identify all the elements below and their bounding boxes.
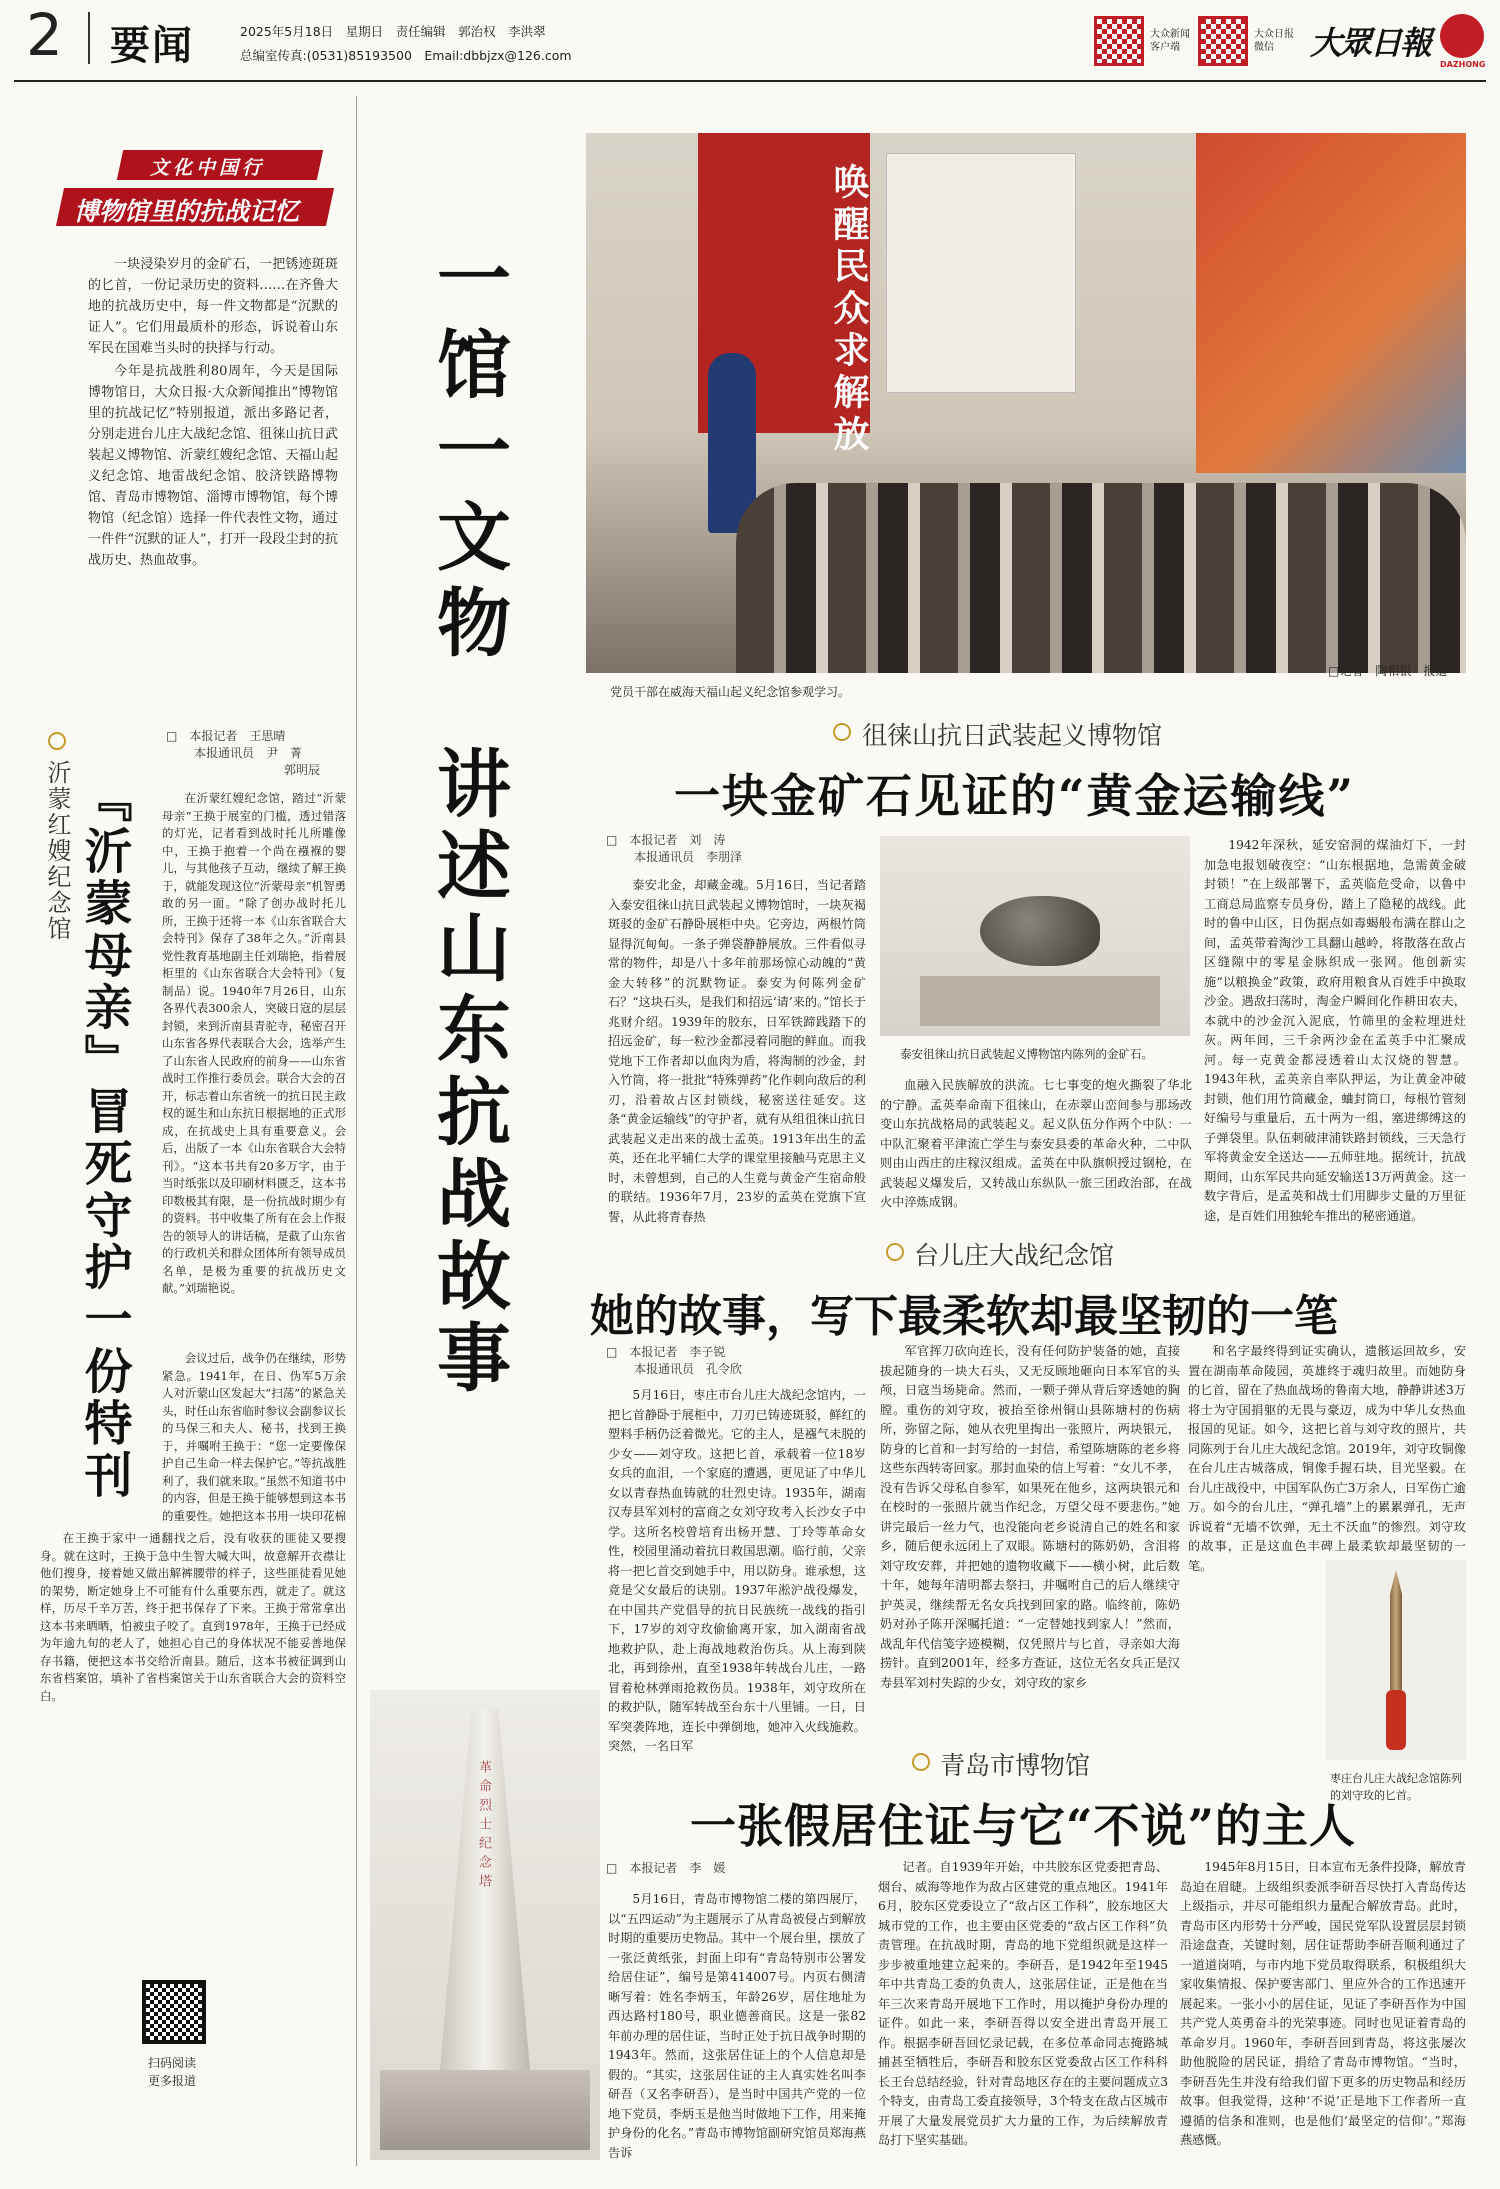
culai-photo-caption: 泰安徂徕山抗日武装起义博物馆内陈列的金矿石。 (900, 1047, 1153, 1061)
lead-intro (88, 254, 338, 573)
footer-qr-code[interactable] (142, 1980, 206, 2044)
yimeng-headline: 『沂蒙母亲』冒死守护一份特刊 (76, 774, 132, 1502)
visitors-crowd (736, 483, 1466, 673)
culai-col2: 血融入民族解放的洪流。七七事变的炮火撕裂了华北的宁静。孟英奉命南下徂徕山，在赤翠山峦间参与那场改变山东抗战格局的武装起义。起义队伍分作两个中队：一中队汇聚着平津流亡学生与泰安县委的革命火种，二中队则由山西庄的庄稼汉组成。孟英在中队旗帜授过钢枪，在武装起义爆发后，又转战山东纵队一旅三团政治部，在战火中淬炼成钢。 (880, 1078, 1192, 1209)
qr-label-wechat: 大众日报 微信 (1254, 29, 1294, 53)
exhibit-map (1196, 133, 1466, 473)
dagger-photo-caption: 枣庄台儿庄大战纪念馆陈列的刘守玫的匕首。 (1330, 1772, 1462, 1802)
yimeng-body-2: 会议过后，战争仍在继续，形势紧急。1941年，在日、伪军5万余人对沂蒙山区发起大“扫荡”的紧急关头，时任山东省临时参议会副参议长的马保三和夫人、秘书，找到王换于，并嘱咐王换于：“您一定要像保护自己生命一样去保护它。”等抗战胜利了，我们就来取。”虽然不知道书中的内容，但是王换于能够想到这本书的重要性。她把这本书用一块印花棉 (162, 1351, 346, 1523)
footer-qr-line2: 更多报道 (148, 2074, 197, 2088)
taierzhuang-byline-1: □ 本报记者 李子锐 (606, 1345, 726, 1359)
yimeng-byline-2: 本报通讯员 尹 菁 (194, 746, 303, 760)
exhibit-text-panel (886, 153, 1076, 393)
display-plinth (920, 976, 1160, 1026)
culai-byline (606, 832, 866, 866)
culai-museum-icon (833, 723, 851, 741)
qingdao-col2: 记者。自1939年开始，中共胶东区党委把青岛、烟台、威海等地作为敌占区建党的重点地区。1941年6月，胶东区党委设立了“敌占区工作科”，胶东地区大城市党的工作，也主要由区党委的“敌占区工作科”负责管理。在抗战时期，青岛的地下党组织就是这样一步步被重地建立起来的。李研吾，是1942年至1945年中共青岛工委的负责人，这张居住证，正是他在当年三次来青岛开展地下工作时，用以掩护身份办理的证件。如此一来，李研吾得以安全进出青岛开展工作。根据李研吾回忆录记载，在多位革命同志掩路城捕甚至牺牲后，李研吾和胶东区党委敌占区工作科科长王台总结经验，针对青岛地区存在的主要问题成立3个特支，由青岛工委直接领导，3个特支在敌占区城市开展了大量发展党员扩大力量的工作，为后续解放青岛打下坚实基础。 (878, 1860, 1168, 2147)
monument-base (380, 2070, 590, 2150)
monument-photo (370, 1690, 600, 2160)
yimeng-body-1: 在沂蒙红嫂纪念馆，踏过“沂蒙母亲”王换于展室的门槛，透过错落的灯光，记者看到战时托儿所雕像中，王换于抱着一个尚在襁褓的婴儿，与其他孩子互动，继续了解王换于，就能发现这位“沂蒙母亲”机智勇敢的另一面。“除了创办战时托儿所，王换于还将一本《山东省联合大会特刊》保存了38年之久。”沂南县党性教育基地副主任刘瑞艳，指着展柜里的《山东省联合大会特刊》（复制品）说。1940年7月26日，山东各界代表300余人，突破日寇的层层封锁，来到沂南县青驼寺，秘密召开山东省各界代表联合大会，选举产生了山东省人民政府的前身——山东省战时工作推行委员会。联合大会的召开，标志着山东省统一的抗日民主政权的诞生和山东抗日根据地的正式形成，在抗战史上具有重要意义。会后，出版了一本《山东省联合大会特刊》。“这本书共有20多万字，由于当时纸张以及印刷材料匮乏，这本书印数极其有限，是一份抗战时期少有的资料。书中收集了所有在会上作报告的领导人的讲话稿，是截了山东省的行政机关和群众团体所有领导成员名单，是极为重要的抗战历史文献。”刘瑞艳说。 (162, 791, 346, 1295)
taierzhuang-museum-icon (886, 1243, 904, 1261)
page-number: 2 (26, 1, 63, 69)
monument-inscription: 革命烈士纪念塔 (476, 1760, 491, 1893)
dagger-handle (1386, 1690, 1406, 1750)
qingdao-byline-1: □ 本报记者 李 媛 (606, 1861, 726, 1875)
qr-code-wechat[interactable] (1198, 16, 1248, 66)
yimeng-byline-1: □ 本报记者 王思晴 (166, 729, 286, 743)
taierzhuang-col2: 军官挥刀砍向连长，没有任何防护装备的她，直接拔起随身的一块大石头，又无反顾地砸向日本军官的头颅，日寇当场毙命。然而，一颗子弹从背后穿透她的胸膛。重伤的刘守玫，被抬至徐州铜山县陈塘村的伤病所，弥留之际，她从衣兜里掏出一张照片，两块银元，防身的匕首和一封写给的一封信，希望陈塘陈的老乡将这些东西转寄回家。那封血染的信上写着：“女儿不孝，没有告诉父母私自参军，如果死在他乡，这两块银元和在校时的一张照片就当作纪念，万望父母不要悲伤。”她讲完最后一丝力气，也没能向老乡说清自己的姓名和家乡，随后便永远闭上了双眼。陈塘村的陈奶奶，含泪将刘守玫安葬，并把她的遗物收藏下——横小树，此后数十年，她每年清明都去祭扫，并嘱咐自己的后人继续守护英灵，继续帮无名女兵找到回家的路。临终前，陈奶奶对孙子陈开深嘱托道：“一定替她找到家人！”然而，战乱年代信笺字迹模糊，仅凭照片与匕首，寻亲如大海捞针。直到2001年，经多方查证，这位无名女兵正是汉寿县军刘村失踪的少女，刘守玫的家乡 (880, 1344, 1180, 1690)
qingdao-col3: 1945年8月15日，日本宣布无条件投降，解放青岛迫在眉睫。上级组织委派李研吾尽快打入青岛传达上级指示，并尽可能组织力量配合解放青岛。此时，青岛市区内形势十分严峻，国民党军队设置层层封锁沿途盘查，关键时刻，居住证帮助李研吾顺利通过了一道道岗哨，与市内地下党员取得联系，积极组织大家收集情报、保护要害部门、里应外合的工作迅速开展起来。一张小小的居住证，见证了李研吾作为中国共产党人英勇奋斗的光荣事迹。同时也见证着青岛的革命岁月。1960年，李研吾回到青岛，将这张屡次助他脱险的居民证，捐给了青岛市博物馆。“当时，李研吾先生并没有给我们留下更多的历史物品和经历故事。但我觉得，这种‘不说’正是地下工作者所一直遵循的信条和准则，也是他们‘最坚定的信仰’。”郑海燕感慨。 (1180, 1860, 1466, 2147)
taierzhuang-byline (606, 1344, 866, 1378)
banner-title: 博物馆里的抗战记忆 (74, 197, 300, 226)
yimeng-body-3: 在王换于家中一通翻找之后，没有收获的匪徒又要搜身。就在这时，王换于急中生智大喊大叫，故意解开衣襟让他们搜身，接着她又做出解裤腰带的样子，这些匪徒看见她的架势，断定她身上不可能有什么重要东西，就走了。就这样，历尽千辛万苦，终于把书保存了下来。王换于常常拿出这本书来晒晒，怕被虫子咬了。直到1978年，王换于已经成为年逾九旬的老人了，她担心自己的身体状况不能妥善地保存书籍，便把这本书交给沂南县。随后，这本书被征调到山东省档案馆，填补了省档案馆关于山东省联合大会的资料空白。 (40, 1531, 346, 1703)
culai-col3: 1942年深秋，延安窑洞的煤油灯下，一封加急电报划破夜空：“山东根据地，急需黄金破封锁！”在上级部署下，孟英临危受命，以鲁中工商总局监察专员身份，踏上了隐秘的战线。此时的鲁中山区，日伪据点如毒蝎般布满在群山之间，孟英带着淘沙工具翻山越岭，将散落在敌占区缝隙中的零星金脉织成一张网。他创新实施“以粮换金”政策，政府用粮食从百姓手中换取沙金。遇敌扫荡时，淘金户瞬间化作耕田农夫，本就中的沙金沉入泥底，竹筛里的金粒埋进灶灰。两年间，三千余两沙金在孟英手中汇聚成河。每一克黄金都浸透着山太汉烧的智慧。1943年秋，孟英亲自率队押运，为让黄金冲破封锁，他们用竹筒藏金，蛐封筒口，每根竹管刻好编号与重量后，五十两为一组，塞进绑缚这的子弹袋里。队伍刺破津浦铁路封锁线，三天急行军将黄金安全送达——五师驻地。据统计，抗战期间，山东军民共向延安输送13万两黄金。这一数字背后，是孟英和战士们用脚步丈量的万里征途，是百姓们用独轮车推出的秘密通道。 (1204, 838, 1466, 1223)
dagger-blade (1390, 1570, 1402, 1690)
main-photo-credit: □记者 陶相银 报道 (1328, 664, 1448, 678)
masthead-divider (88, 12, 90, 64)
taierzhuang-col1: 5月16日，枣庄市台儿庄大战纪念馆内，一把匕首静卧于展柜中，刀刃已铸迹斑驳，鲜红的塑料手柄仍泛着微光。它的主人，是襁气未脱的少女——刘守玫。这把匕首，承载着一位18岁女兵的血泪，一个家庭的遭遇，更见证了中华儿女以青春热血铸就的壮烈史诗。1935年，湖南汉寿县军刘村的富商之女刘守玫考入长沙女子中学。这所名校曾培育出杨开慧、丁玲等革命女性，校园里涌动着抗日救国思潮。临行前，父亲将一把匕首交到她手中，用以防身。谁承想，这竟是父女最后的诀别。1937年淞沪战役爆发，在中国共产党倡导的抗日民族统一战线的指引下，17岁的刘守玫偷偷离开家，加入湖南省战地救护队，赴上海战地救治伤兵。从上海到陕北，再到徐州，直至1938年转战台儿庄，一路冒着枪林弹雨抢救伤员。1938年，刘守玫所在的救护队，随军转战至台东十八里铺。一日，日军突袭阵地，连长中弹倒地，她冲入火线施救。突然，一名日军 (608, 1388, 866, 1753)
yimeng-museum-label: 沂蒙红嫂纪念馆 (43, 760, 71, 942)
qr-label-client: 大众新闻 客户端 (1150, 29, 1190, 53)
culai-museum-label: 徂徕山抗日武装起义博物馆 (862, 721, 1163, 750)
culai-photo (880, 836, 1190, 1036)
masthead (0, 0, 1500, 78)
big-title-line2: 讲述山东抗战故事 (425, 745, 511, 1401)
culai-byline-2: 本报通讯员 李朋泽 (634, 850, 743, 864)
column-divider (356, 96, 357, 2166)
culai-headline: 一块金矿石见证的“黄金运输线” (674, 769, 1355, 823)
main-photo-caption: 党员干部在威海天福山起义纪念馆参观学习。 (610, 685, 851, 699)
footer-qr-line1: 扫码阅读 (148, 2056, 197, 2070)
taierzhuang-col3: 和名字最终得到证实确认，遗骸运回故乡，安置在湖南革命陵园，英雄终于魂归故里。而她防身的匕首，留在了热血战场的鲁南大地，静静讲述3万将士为守国捐躯的无畏与豪迈，成为中华儿女热血报国的见证。如今，这把匕首与刘守玫的照片，共同陈列于台儿庄大战纪念馆。2019年，刘守玫铜像在台儿庄古城落成，铜像手握石块，目光坚毅。在台儿庄战役中，中国军队伤亡3万余人，日军伤亡逾万。如今的台儿庄，“弹孔墙”上的累累弹孔，无声诉说着“无墙不饮弹，无土不沃血”的惨烈。刘守玫的故事，正是这血色丰碑上最柔软却最坚韧的一笔。 (1188, 1344, 1466, 1573)
red-wall-text: 唤醒民众求解放 (828, 163, 870, 457)
masthead-rule (14, 80, 1486, 82)
taierzhuang-museum-label: 台儿庄大战纪念馆 (914, 1241, 1115, 1270)
column-banner (60, 150, 340, 230)
culai-byline-1: □ 本报记者 刘 涛 (606, 833, 726, 847)
newspaper-logo: 大眾日報 (1310, 24, 1431, 62)
qingdao-col1: 5月16日，青岛市博物馆二楼的第四展厅，以“五四运动”为主题展示了从青岛被侵占到解放时期的重要历史物品。其中一个展台里，摆放了一张泛黄纸张，封面上印有“青岛特别市公署发给居住证”，编号是第414007号。内页右侧清晰写着：姓名李炳玉，年龄26岁，居住地址为西达路村180号，职业德善商民。这是一张82年前办理的居住证，当时正处于抗日战争时期的1943年。然而，这张居住证上的个人信息却是假的。“其实，这张居住证的主人真实姓名叫李研吾（又名李研吾），是当时中国共产党的一位地下党员，李炳玉是他当时做地下工作，用来掩护身份的化名。”青岛市博物馆副研究馆员郑海燕告诉 (608, 1892, 866, 2160)
logo-emblem-icon (1440, 14, 1484, 58)
logo-subtext: DAZHONG (1440, 60, 1486, 69)
qingdao-headline: 一张假居住证与它“不说”的主人 (690, 1799, 1356, 1853)
section-title: 要闻 (110, 23, 194, 69)
gold-ore-stone (980, 896, 1100, 966)
yimeng-museum-icon (48, 732, 66, 750)
culai-col1: 泰安北金，却藏金魂。5月16日，当记者踏入泰安徂徕山抗日武装起义博物馆时，一块灰褐斑驳的金矿石静卧展柜中央。它旁边，两根竹筒显得沉甸甸。一条子弹袋静静展放。三件看似寻常的物件，却是八十多年前那场惊心动魄的“黄金大转移”的沉默物证。泰安为何陈列金矿石？“这块石头，是我们和招远‘请’来的。”馆长于兆财介绍。1939年的胶东，日军铁蹄践踏下的招远金矿，每一粒沙金都浸着同胞的鲜血。而我党地下工作者却以血肉为盾，将淘制的沙金，封入竹筒，将一批批“特殊弹药”化作刺向敌后的利刃，沿着故占区封锁线，秘密送往延安。这条“黄金运输线”的守护者，就有从组徂徕山抗日武装起义走出来的战士孟英。1913年出生的孟英，还在北平辅仁大学的课堂里接触马克思主义时，未曾想到，自己的人生竟与黄金产生宿命般的联结。1936年7月，23岁的孟英在党旗下宣誓，从此将青春热 (608, 878, 866, 1224)
lead-paragraph-2: 今年是抗战胜利80周年，今天是国际博物馆日，大众日报·大众新闻推出“博物馆里的抗战记忆”特别报道，派出多路记者，分别走进台儿庄大战纪念馆、徂徕山抗日武装起义博物馆、沂蒙红嫂纪念馆、天福山起义纪念馆、地雷战纪念馆、胶济铁路博物馆、青岛市博物馆、淄博市博物馆，每个博物馆（纪念馆）选择一件代表性文物，通过一件件“沉默的证人”，打开一段段尘封的抗战历史、热血故事。 (88, 364, 338, 568)
fax-line: 总编室传真:(0531)85193500 Email:dbbjzx@126.com (240, 48, 572, 63)
yimeng-byline (166, 728, 346, 779)
qr-code-client[interactable] (1094, 16, 1144, 66)
taierzhuang-headline: 她的故事，写下最柔软却最坚韧的一笔 (590, 1291, 1338, 1342)
big-title-line1: 一馆一文物 (425, 240, 511, 670)
yimeng-byline-3: 郭明辰 (284, 763, 321, 777)
date-line: 2025年5月18日 星期日 责任编辑 郭治权 李洪翠 (240, 24, 546, 39)
lead-paragraph-1: 一块浸染岁月的金矿石，一把锈迹斑斑的匕首，一份记录历史的资料……在齐鲁大地的抗战历史中，每一件文物都是“沉默的证人”。它们用最质朴的形态，诉说着山东军民在国难当头时的抉择与行动。 (88, 257, 338, 356)
main-photo (586, 133, 1466, 673)
dagger-photo (1326, 1560, 1466, 1760)
banner-kicker: 文化中国行 (150, 157, 266, 179)
qingdao-museum-label: 青岛市博物馆 (940, 1751, 1091, 1780)
qingdao-byline (606, 1860, 866, 1877)
taierzhuang-byline-2: 本报通讯员 孔令欣 (634, 1362, 743, 1376)
qingdao-museum-icon (912, 1753, 930, 1771)
